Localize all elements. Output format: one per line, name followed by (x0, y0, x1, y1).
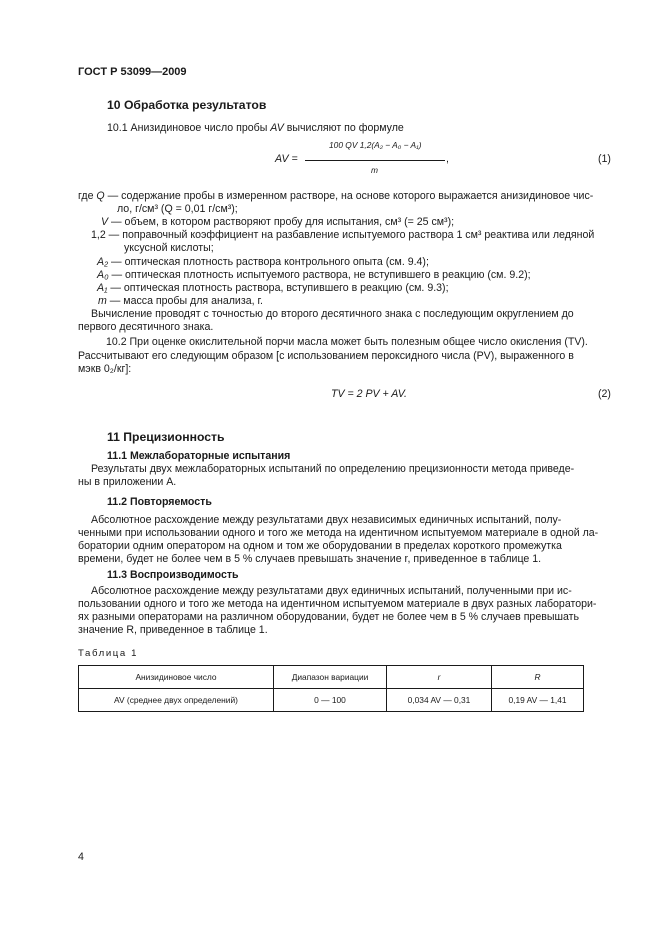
section-11-title: 11 Прецизионность (107, 430, 225, 444)
paragraph-10-2-line-2: Рассчитывают его следующим образом [с использованием пероксидного числа (PV), выраженного в (78, 350, 574, 362)
subsection-11-2-line-1: Абсолютное расхождение между результатами двух независимых единичных испытаний, полу- (91, 514, 562, 526)
paragraph-10-1: 10.1 Анизидиновое число пробы AV вычисляют по формуле (107, 122, 404, 134)
formula-2-number: (2) (598, 388, 611, 400)
where-item-coef-cont: уксусной кислоты; (124, 242, 214, 254)
where-item-m: m — масса пробы для анализа, г. (98, 295, 263, 307)
formula-1-denominator: m (371, 165, 378, 175)
formula-1-comma: , (446, 153, 449, 165)
calc-note-line-2: первого десятичного знака. (78, 321, 214, 333)
where-item-a2: A₂ — оптическая плотность раствора контрольного опыта (см. 9.4); (97, 256, 429, 268)
subsection-11-2-title: 11.2 Повторяемость (107, 496, 212, 508)
table-cell: 0,034 AV — 0,31 (387, 689, 492, 712)
table-header-row (79, 666, 584, 689)
fraction-bar (305, 160, 445, 161)
table-cell: 0,19 AV — 1,41 (492, 689, 584, 712)
subsection-11-3-line-3: ях разными операторами на различном оборудовании, будет не более чем в 5 % случаев превышать (78, 611, 579, 623)
table-header-cell: r (387, 666, 492, 689)
table-header-cell: Диапазон вариации (274, 666, 387, 689)
table-cell: 0 — 100 (274, 689, 387, 712)
calc-note-line-1: Вычисление проводят с точностью до второго десятичного знака с последующим округлением до (91, 308, 574, 320)
page-number: 4 (78, 851, 84, 863)
where-item-q-cont: ло, г/см³ (Q = 0,01 г/см³); (117, 203, 238, 215)
table-header-cell: R (492, 666, 584, 689)
table-1 (78, 665, 584, 712)
where-item-a0: A₀ — оптическая плотность испытуемого раствора, не вступившего в реакцию (см. 9.2); (97, 269, 531, 281)
subsection-11-2-line-2: ченными при использовании одного и того же метода на идентичном испытуемом материале в одной ла- (78, 527, 599, 539)
formula-1-number: (1) (598, 153, 611, 165)
where-item-v: V — объем, в котором растворяют пробу для испытания, см³ (= 25 см³); (101, 216, 455, 228)
table-row (79, 689, 584, 712)
where-item-q: где Q — содержание пробы в измеренном растворе, на основе которого выражается анизидиновое чис- (78, 190, 594, 202)
subsection-11-1-title: 11.1 Межлабораторные испытания (107, 450, 291, 462)
subsection-11-1-line-2: ны в приложении А. (78, 476, 177, 488)
subsection-11-3-line-2: пользовании одного и того же метода на идентичном испытуемом материале в двух разных лаборатори- (78, 598, 597, 610)
section-10-title: 10 Обработка результатов (107, 98, 267, 112)
table-1-caption: Таблица 1 (78, 648, 139, 659)
subsection-11-3-line-1: Абсолютное расхождение между результатами двух единичных испытаний, полученными при ис- (91, 585, 572, 597)
subsection-11-3-line-4: значение R, приведенное в таблице 1. (78, 624, 268, 636)
formula-1-lhs: AV = (275, 153, 298, 165)
table-header-cell: Анизидиновое число (79, 666, 274, 689)
paragraph-10-2-line-3: мэкв 0₂/кг]: (78, 363, 132, 375)
subsection-11-1-line-1: Результаты двух межлабораторных испытаний по определению прецизионности метода приведе- (91, 463, 575, 475)
formula-1-numerator: 100 QV 1,2(A₂ − A₀ − A₁) (329, 140, 422, 150)
table-cell: AV (среднее двух определений) (79, 689, 274, 712)
where-item-coef: 1,2 — поправочный коэффициент на разбавление испытуемого раствора 1 см³ реактива или ледяной (91, 229, 595, 241)
document-header: ГОСТ Р 53099—2009 (78, 66, 187, 78)
subsection-11-2-line-4: времени, будет не более чем в 5 % случаев превышать значение r, приведенное в таблице 1. (78, 553, 542, 565)
formula-2: TV = 2 PV + AV. (331, 388, 407, 400)
where-item-a1: A₁ — оптическая плотность раствора, вступившего в реакцию (см. 9.3); (97, 282, 449, 294)
subsection-11-2-line-3: боратории одним оператором на одном и том же оборудовании в пределах короткого промежутка (78, 540, 562, 552)
subsection-11-3-title: 11.3 Воспроизводимость (107, 569, 239, 581)
paragraph-10-2-line-1: 10.2 При оценке окислительной порчи масла может быть полезным общее число окисления (TV). (106, 336, 588, 348)
